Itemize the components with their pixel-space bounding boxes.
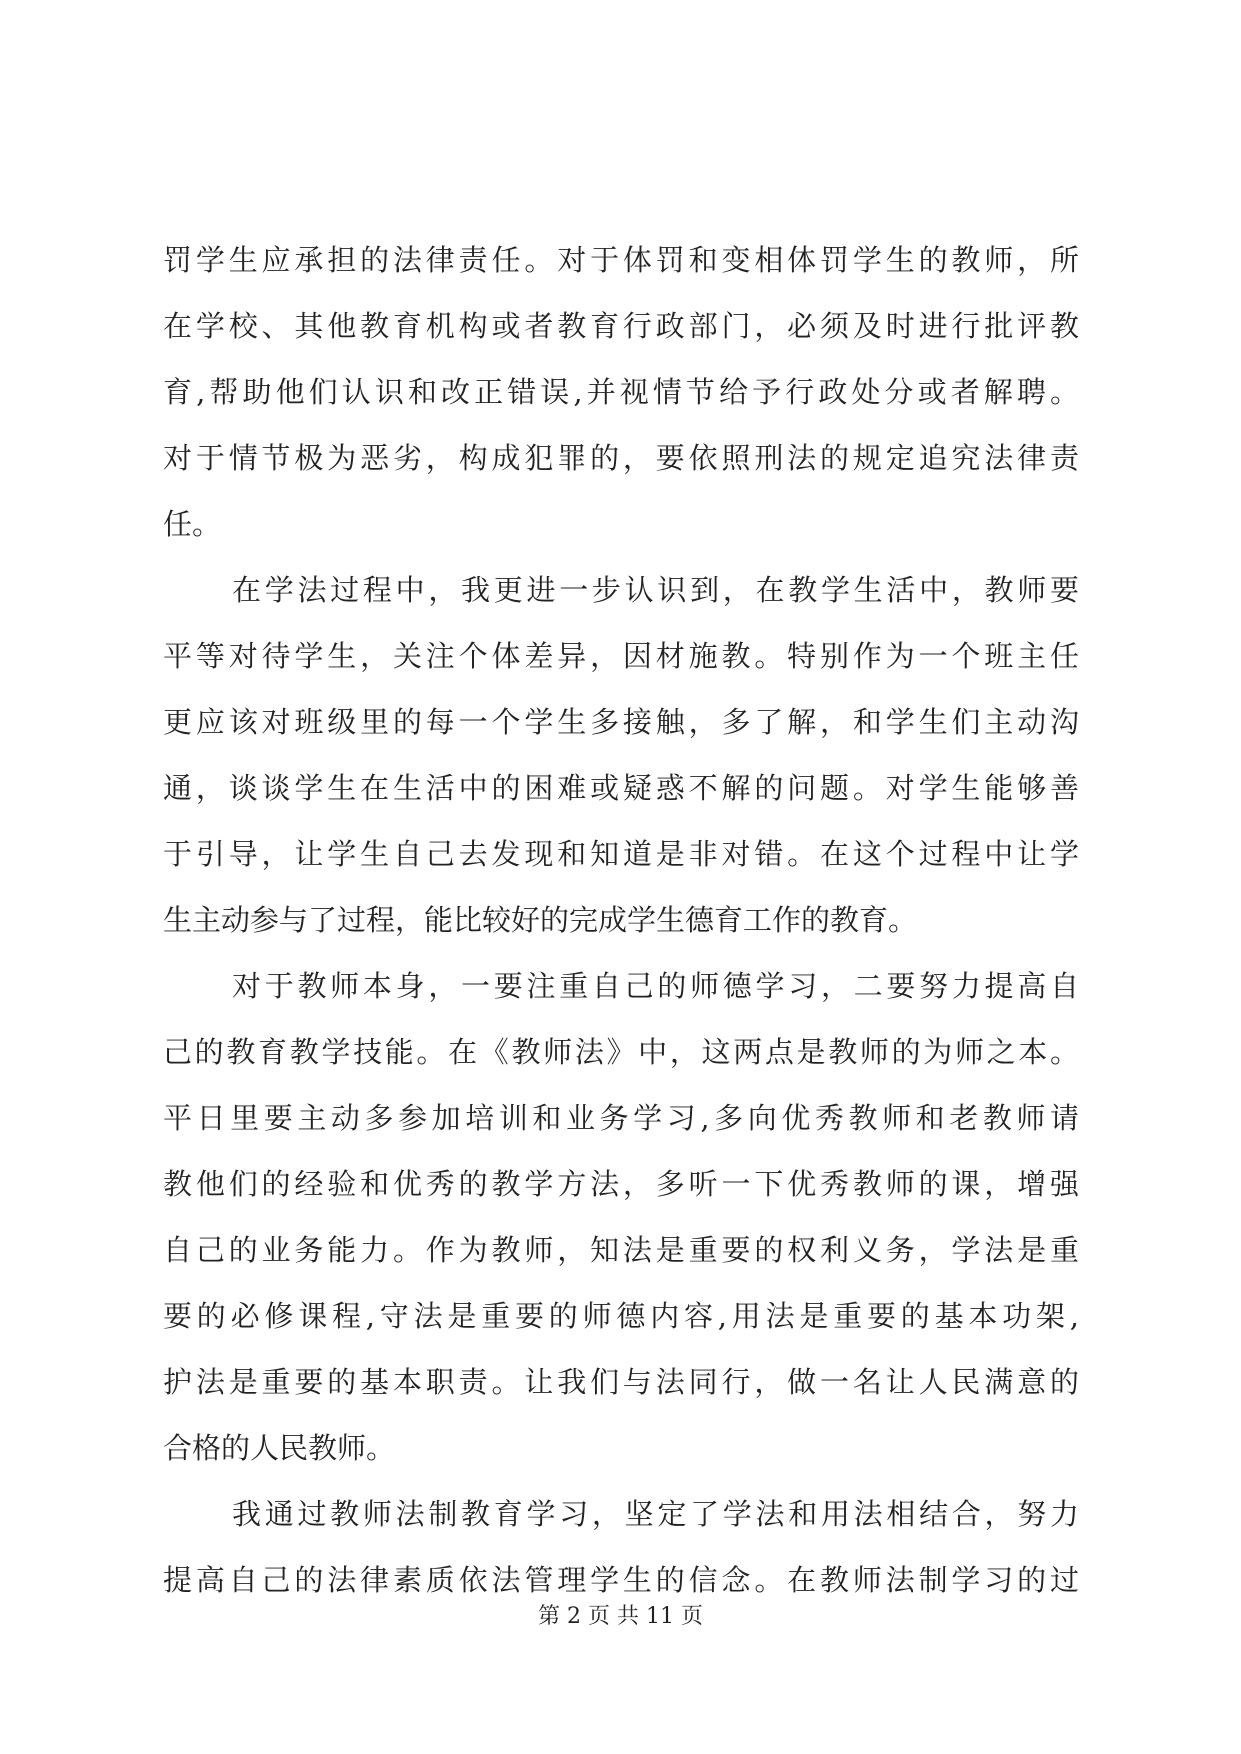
- text-line: 教他们的经验和优秀的教学方法，多听一下优秀教师的课，增强: [163, 1167, 1079, 1201]
- text-line: 育,帮助他们认识和改正错误,并视情节给予行政处分或者解聘。: [163, 375, 1079, 409]
- text-line: 罚学生应承担的法律责任。对于体罚和变相体罚学生的教师，所: [163, 243, 1079, 277]
- text-line: 提高自己的法律素质依法管理学生的信念。在教师法制学习的过: [163, 1563, 1079, 1597]
- page-number-footer: 第 2 页 共 11 页: [538, 1604, 703, 1629]
- text-line: 对于教师本身，一要注重自己的师德学习，二要努力提高自: [232, 969, 1079, 1003]
- text-line: 要的必修课程,守法是重要的师德内容,用法是重要的基本功架,: [163, 1299, 1079, 1333]
- text-line: 对于情节极为恶劣，构成犯罪的，要依照刑法的规定追究法律责: [163, 441, 1079, 475]
- text-line: 在学法过程中，我更进一步认识到，在教学生活中，教师要: [232, 573, 1079, 607]
- text-line: 己的教育教学技能。在《教师法》中，这两点是教师的为师之本。: [163, 1035, 1079, 1069]
- text-line: 平等对待学生，关注个体差异，因材施教。特别作为一个班主任: [163, 639, 1079, 673]
- text-line: 护法是重要的基本职责。让我们与法同行，做一名让人民满意的: [163, 1365, 1079, 1399]
- text-line: 任。: [163, 507, 222, 541]
- text-line: 生主动参与了过程，能比较好的完成学生德育工作的教育。: [163, 903, 918, 937]
- text-line: 通，谈谈学生在生活中的困难或疑惑不解的问题。对学生能够善: [163, 771, 1079, 805]
- text-line: 更应该对班级里的每一个学生多接触，多了解，和学生们主动沟: [163, 705, 1079, 739]
- text-line: 在学校、其他教育机构或者教育行政部门，必须及时进行批评教: [163, 309, 1079, 343]
- text-line: 平日里要主动多参加培训和业务学习,多向优秀教师和老教师请: [163, 1101, 1079, 1135]
- text-line: 于引导，让学生自己去发现和知道是非对错。在这个过程中让学: [163, 837, 1079, 871]
- text-line: 自己的业务能力。作为教师，知法是重要的权利义务，学法是重: [163, 1233, 1079, 1267]
- body-text: [163, 227, 1079, 1613]
- text-line: 合格的人民教师。: [163, 1431, 396, 1465]
- text-line: 我通过教师法制教育学习，坚定了学法和用法相结合，努力: [232, 1497, 1079, 1531]
